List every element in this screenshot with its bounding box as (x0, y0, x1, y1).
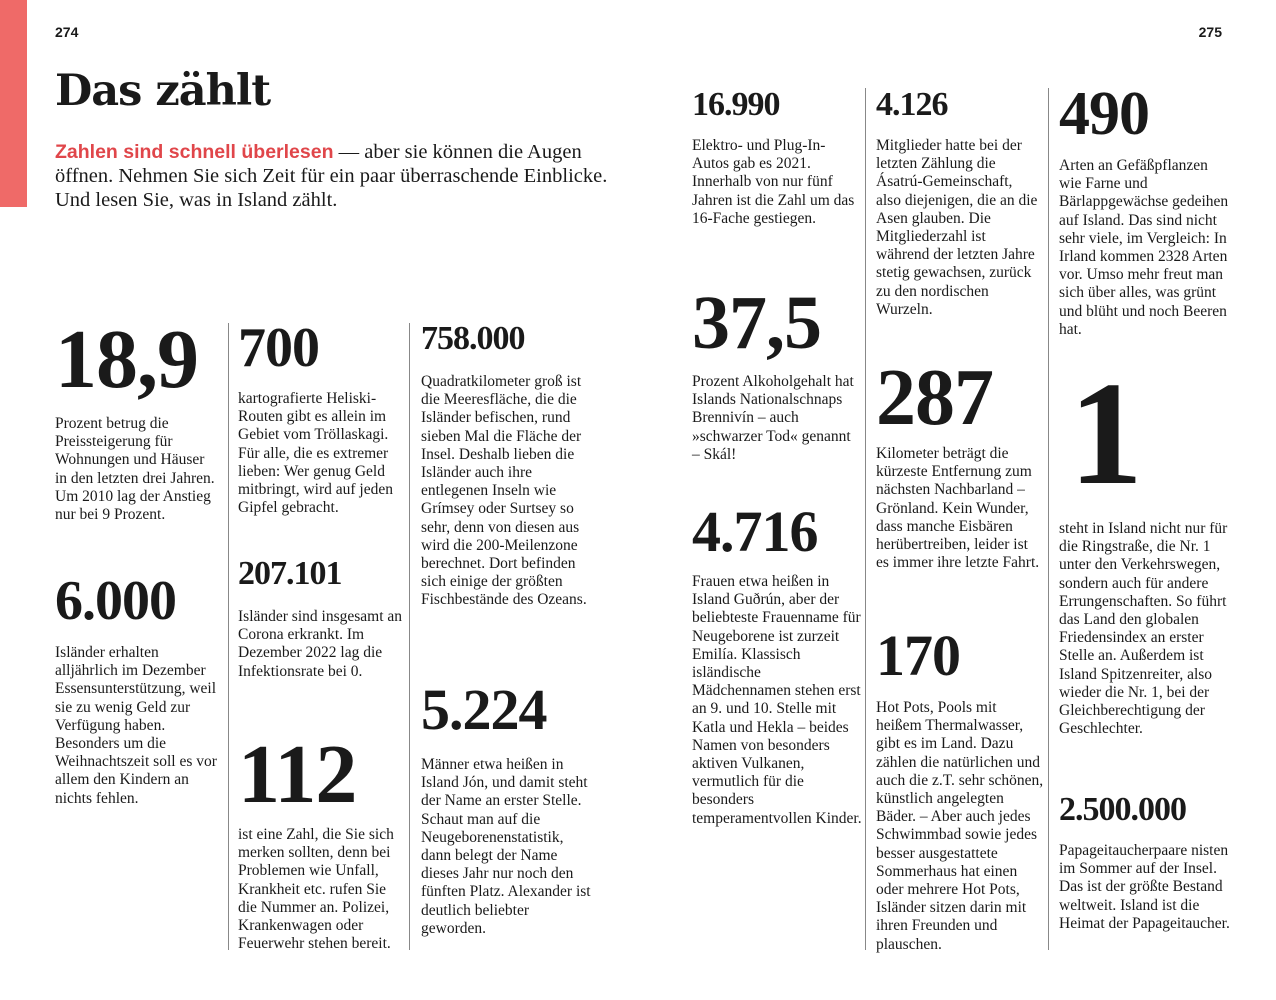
fact-block (1059, 80, 1229, 339)
fact-number: 4.126 (876, 86, 948, 123)
fact-block (238, 728, 403, 953)
fact-block (876, 354, 1041, 572)
fact-number: 37,5 (692, 281, 821, 365)
fact-text: Frauen etwa heißen in Island Guðrún, aber der beliebteste Frauenname für Neugeborene ist zurzeit Emilía. Klassisch isländische Mädchennamen stehen erst an 9. und 10. Stelle mit Katla und Hekla – beides Namen von besonders aktiven Vulkanen, vermutlich für die besonders temperamentvollen Kinder. (692, 573, 862, 827)
intro-lead: Zahlen sind schnell überlesen (55, 141, 334, 163)
fact-text: Kilometer beträgt die kürzeste Entfernung zum nächsten Nachbarland – Grönland. Kein Wunder, dass manche Eisbären herübertreiben, leider ist es immer ihre letzte Fahrt. (876, 445, 1040, 572)
fact-text: Arten an Gefäßpflanzen wie Farne und Bärlappgewächse gedeihen auf Island. Das sind nicht sehr viele, im Vergleich: In Irland kommen 2328 Arten vor. Umso mehr freut man sich über alles, was grünt und blüht und noch Beeren hat. (1059, 157, 1229, 338)
fact-block (238, 317, 403, 517)
page-title: Das zählt (55, 66, 271, 116)
column-divider (1048, 88, 1049, 950)
fact-number: 16.990 (692, 86, 780, 123)
fact-text: Männer etwa heißen in Island Jón, und damit steht der Name an erster Stelle. Schaut man auf die Neugeborenenstatistik, dann belegt der Name dieses Jahr nur noch den fünften Platz. Alexander ist deutlich beliebter geworden. (421, 756, 591, 937)
fact-text: Isländer sind insgesamt an Corona erkrankt. Im Dezember 2022 lag die Infektionsrate bei 0. (238, 608, 403, 680)
fact-text: Quadratkilometer groß ist die Meeresfläche, die die Isländer befischen, rund sieben Mal die Fläche der Insel. Deshalb lieben die Isländer auch ihre entlegenen Inseln wie Grímsey oder Surtsey so sehr, denn von diesen aus wird die 200-Meilenzone berechnet. Dort befinden sich einige der größten Fischbestände des Ozeans. (421, 373, 587, 609)
fact-block (692, 499, 862, 828)
fact-text: Isländer erhalten alljährlich im Dezember Essensunterstützung, weil sie zu wenig Geld zur Verfügung haben. Besonders um die Weihnachtszeit soll es vor allem den Kindern an nichts fehlen. (55, 644, 217, 807)
fact-block (1059, 793, 1234, 933)
fact-block (1059, 352, 1229, 738)
column-divider (228, 323, 229, 950)
fact-number: 2.500.000 (1059, 791, 1186, 828)
fact-text: Papageitaucherpaare nisten im Sommer auf der Insel. Das ist der größte Bestand weltweit. Island ist die Heimat der Papageitaucher. (1059, 842, 1230, 932)
intro-paragraph (55, 140, 615, 212)
fact-number: 5.224 (421, 677, 547, 742)
fact-text: steht in Island nicht nur für die Ringstraße, die Nr. 1 unter den Verkehrswegen, sondern auch für andere Errungenschaften. So führt das Land den globalen Friedensindex an erster Stelle an. Außerdem ist Island Spitzenreiter, also wieder die Nr. 1, bei der Gleichberechtigung der Geschlechter. (1059, 520, 1228, 738)
fact-number: 490 (1059, 80, 1149, 148)
column-divider (865, 88, 866, 950)
column-divider (409, 323, 410, 950)
fact-block (238, 557, 403, 681)
fact-block (55, 570, 220, 808)
fact-number: 287 (876, 354, 993, 442)
fact-block (692, 88, 857, 228)
fact-number: 170 (876, 623, 960, 688)
fact-number: 758.000 (421, 320, 525, 357)
fact-block (876, 88, 1041, 319)
fact-block (692, 281, 857, 464)
fact-number: 1 (1069, 352, 1142, 516)
fact-text: Mitglieder hatte bei der letzten Zählung die Ásatrú-Gemeinschaft, also diejenigen, die an die Asen glauben. Die Mitgliederzahl ist während der letzten Jahre stetig gewachsen, zurück zu den nordischen Wurzeln. (876, 137, 1038, 318)
accent-bar (0, 0, 27, 207)
fact-number: 112 (238, 728, 357, 821)
fact-text: Prozent betrug die Preissteigerung für Wohnungen und Häuser in den letzten drei Jahren. Um 2010 lag der Anstieg nur bei 9 Prozent. (55, 415, 215, 524)
intro-text: — aber sie können die Augen öffnen. Nehmen Sie sich Zeit für ein paar überraschende Einblicke. Und lesen Sie, was in Island zählt. (55, 141, 608, 211)
fact-block (55, 313, 220, 524)
fact-block (421, 322, 591, 610)
fact-block (876, 623, 1046, 954)
page-number-right: 275 (1198, 24, 1222, 40)
fact-text: ist eine Zahl, die Sie sich merken sollten, denn bei Problemen wie Unfall, Krankheit etc. rufen Sie die Nummer an. Polizei, Krankenwagen oder Feuerwehr stehen bereit. (238, 826, 394, 953)
fact-number: 700 (238, 317, 319, 379)
fact-text: Prozent Alkoholgehalt hat Islands Nationalschnaps Brennivín – auch »schwarzer Tod« genannt – Skál! (692, 373, 854, 463)
fact-text: Elektro- und Plug-In-Autos gab es 2021. Innerhalb von nur fünf Jahren ist die Zahl um das 16-Fache gestiegen. (692, 137, 855, 227)
fact-number: 207.101 (238, 555, 342, 592)
fact-block (421, 677, 591, 938)
fact-text: Hot Pots, Pools mit heißem Thermalwasser, gibt es im Land. Dazu zählen die natürlichen und auch die z.T. sehr schönen, künstlich angelegten Bäder. – Aber auch jedes Schwimmbad sowie jedes besser ausgestattete Sommerhaus hat einen oder mehrere Hot Pots, Isländer sitzen darin mit ihren Freunden und plauschen. (876, 699, 1044, 953)
page-number-left: 274 (55, 24, 79, 40)
fact-number: 18,9 (55, 313, 198, 406)
fact-number: 6.000 (55, 570, 176, 632)
fact-number: 4.716 (692, 499, 818, 564)
fact-text: kartografierte Heliski-Routen gibt es allein im Gebiet vom Tröllaskagi. Für alle, die es extremer lieben: Wer genug Geld mitbringt, wird auf jeden Gipfel gebracht. (238, 390, 393, 517)
